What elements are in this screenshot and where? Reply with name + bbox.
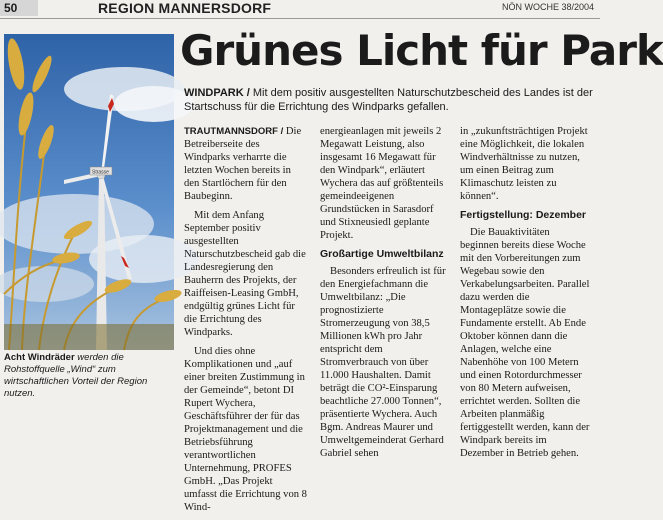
page-number: 50: [0, 0, 38, 16]
header-divider: [0, 18, 600, 19]
wind-turbine-photo: [4, 34, 174, 350]
article-column-1: [184, 125, 308, 520]
dateline: TRAUTMANNSDORF /: [184, 126, 284, 137]
paragraph: Besonders erfreulich ist für den Energiefachmann die Umweltbilanz: „Die prognostizierte Stromerzeugung von 38,5 Millionen kWh pro Jahr entspricht dem Stromverbrauch von über 11.000 Haushalten. Damit beträgt die CO²-Einsparung beachtliche 27.000 Tonnen“, präsentierte Wychera. Auch Bgm. Andreas Maurer und Umweltgemeinderat Gerhard Gabriel sehen: [320, 266, 446, 459]
paragraph: energieanlagen mit jeweils 2 Megawatt Leistung, also insgesamt 16 Megawatt für den Windpark“, erläutert Wychera das auf größtenteils gemeindeeigenen Grundstücken in Sarasdorf und Stixneusiedl geplante Projekt.: [320, 126, 444, 241]
lead-text: Mit dem positiv ausgestellten Naturschutzbescheid des Landes ist der Startschuss für die Errichtung des Windparks gefallen.: [184, 87, 593, 113]
turbine-sign: Strasse: [92, 169, 109, 176]
paragraph: Mit dem Anfang September positiv ausgestellten Naturschutzbescheid gab die Landesregierung den Bauherrn des Projekts, der Raiffeisen-Leasing GmbH, endgültig grünes Licht für die Errichtung des Windparks.: [184, 210, 306, 338]
lead-paragraph: [184, 86, 596, 114]
photo-caption: [4, 352, 174, 400]
paragraph: Und dies ohne Komplikationen und „auf einer breiten Zustimmung in der Gemeinde“, betont DI Rupert Wychera, Geschäftsführer der für das Projektmanagement und die Betriebsführung verantwortlichen Unternehmung, PROFES GmbH. „Das Projekt umfasst die Errichtung von 8 Wind-: [184, 346, 307, 513]
lead-keyword: WINDPARK /: [184, 87, 250, 99]
section-title: REGION MANNERSDORF: [98, 0, 272, 16]
article-photo: [4, 34, 174, 350]
subheading: Fertigstellung: Dezember: [460, 209, 587, 221]
subheading: Großartige Umweltbilanz: [320, 248, 444, 260]
caption-lead: Acht Windräder: [4, 352, 75, 363]
paragraph: in „zukunftsträchtigen Projekt eine Möglichkeit, die lokalen Windverhältnisse zu nutzen, um einen Beitrag zum Klimaschutz leisten zu können“.: [460, 126, 588, 202]
paragraph: Die Bauaktivitäten beginnen bereits diese Woche mit den Vorbereitungen zum Wegebau sowie den Verkabelungsarbeiten. Parallel dazu werden die Montageplätze sowie die Fundamente erstellt. Ab Ende Oktober können dann die Anlagen, welche eine Nabenhöhe von 100 Metern und einen Rotordurchmesser von 80 Metern aufweisen, errichtet werden. Sollten die Arbeiten planmäßig fertiggestellt werden, kann der Windpark bereits im Dezember in Betrieb gehen.: [460, 227, 590, 459]
article-column-3: [460, 125, 590, 466]
article-column-2: [320, 125, 450, 466]
caption-text: werden die Rohstoffquelle „Wind“ zum wirtschaftlichen Vorteil der Region nutzen.: [4, 352, 148, 399]
paragraph: TRAUTMANNSDORF / Die Betreiberseite des Windparks verharrte die letzten Wochen bereits in den Startlöchern für den Baubeginn.: [184, 126, 302, 202]
headline: Grünes Licht für Park: [180, 26, 663, 75]
issue-label: NÖN WOCHE 38/2004: [501, 2, 594, 12]
